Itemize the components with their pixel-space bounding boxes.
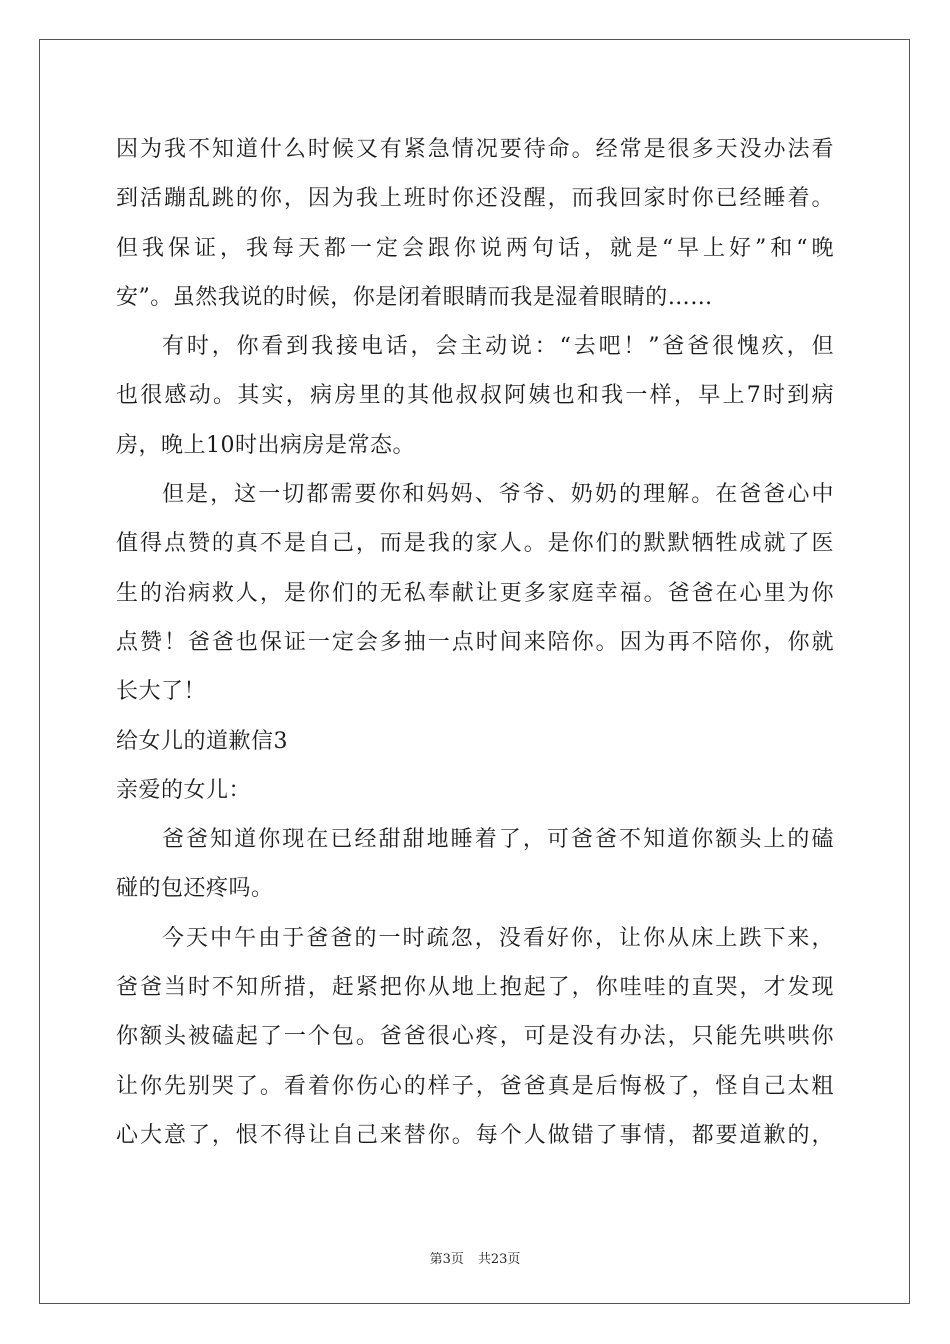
- text-line: 生的治病救人，是你们的无私奉献让更多家庭幸福。爸爸在心里为你: [116, 580, 834, 606]
- text-line: 安”。虽然我说的时候，你是闭着眼睛而我是湿着眼睛的……: [116, 284, 713, 310]
- text-line: 但我保证，我每天都一定会跟你说两句话，就是“早上好”和“晚: [116, 235, 834, 261]
- text-line: 心大意了，恨不得让自己来替你。每个人做错了事情，都要道歉的，: [116, 1122, 834, 1148]
- text-line: 碰的包还疼吗。: [116, 876, 274, 902]
- page-footer: [0, 1248, 950, 1267]
- text-line: 你额头被磕起了一个包。爸爸很心疼，可是没有办法，只能先哄哄你: [116, 1024, 834, 1050]
- paragraph-start-line: 有时，你看到我接电话，会主动说：“去吧！”爸爸很愧疚，但: [162, 334, 834, 360]
- text-line: 长大了！: [116, 679, 207, 705]
- paragraph-start-line: 但是，这一切都需要你和妈妈、爷爷、奶奶的理解。在爸爸心中: [162, 482, 834, 508]
- page-total: 共23页: [477, 1252, 521, 1267]
- text-line: 点赞！爸爸也保证一定会多抽一点时间来陪你。因为再不陪你，你就: [116, 629, 834, 655]
- page-number: 第3页: [429, 1252, 464, 1267]
- section-heading: 给女儿的道歉信3: [116, 728, 288, 754]
- document-body: [116, 125, 834, 1160]
- text-line: 到活蹦乱跳的你，因为我上班时你还没醒，而我回家时你已经睡着。: [116, 186, 834, 212]
- text-line: 因为我不知道什么时候又有紧急情况要待命。经常是很多天没办法看: [116, 137, 834, 162]
- paragraph-start-line: 今天中午由于爸爸的一时疏忽，没看好你，让你从床上跌下来，: [162, 925, 834, 951]
- text-line: 让你先别哭了。看着你伤心的样子，爸爸真是后悔极了，怪自己太粗: [116, 1073, 834, 1099]
- text-line: 也很感动。其实，病房里的其他叔叔阿姨也和我一样，早上7时到病: [116, 383, 834, 409]
- text-line: 爸爸当时不知所措，赶紧把你从地上抱起了，你哇哇的直哭，才发现: [116, 975, 834, 1001]
- salutation: 亲爱的女儿：: [116, 777, 252, 803]
- text-line: 值得点赞的真不是自己，而是我的家人。是你们的默默牺牲成就了医: [116, 531, 834, 557]
- paragraph-start-line: 爸爸知道你现在已经甜甜地睡着了，可爸爸不知道你额头上的磕: [162, 827, 834, 853]
- text-line: 房，晚上10时出病房是常态。: [116, 432, 415, 458]
